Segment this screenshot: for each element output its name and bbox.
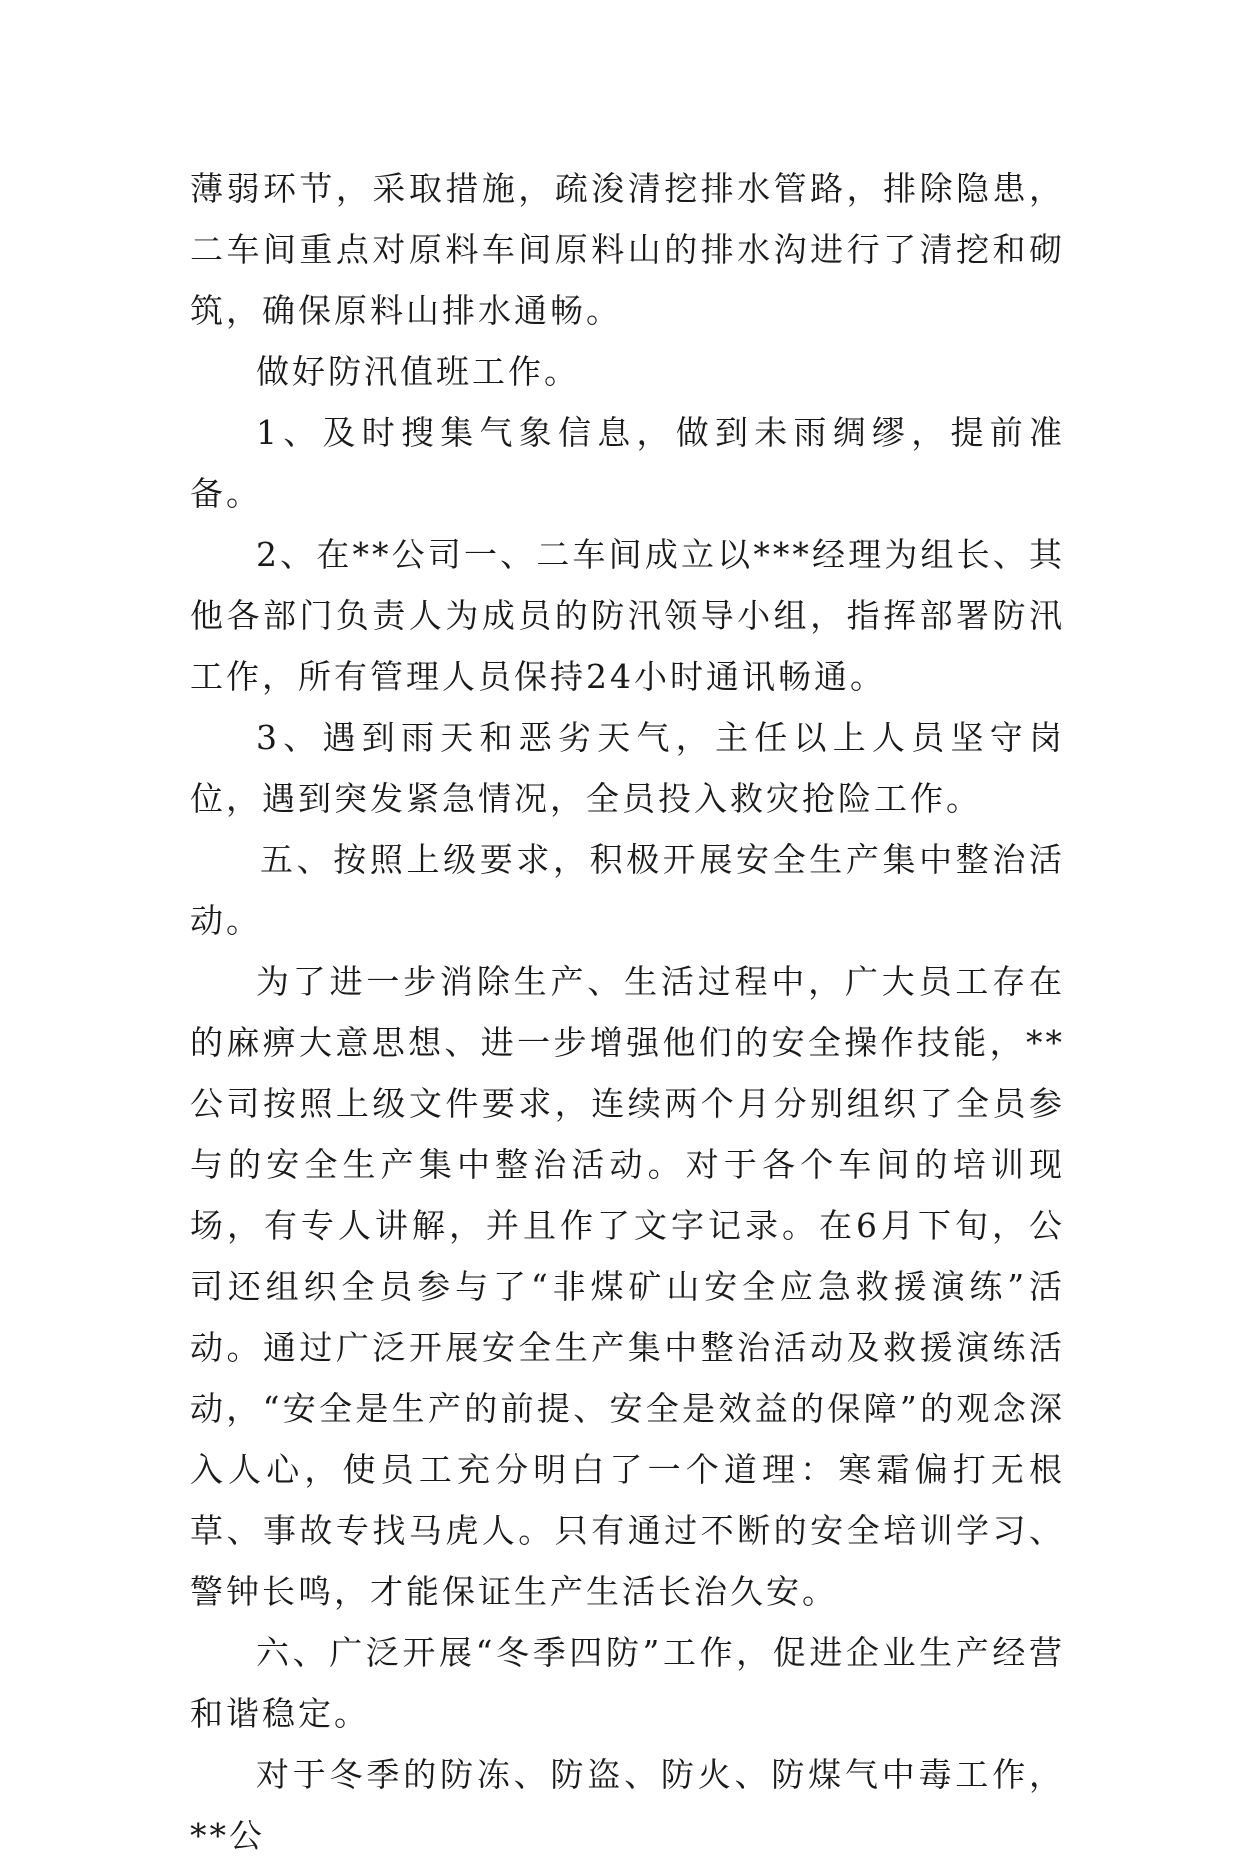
paragraph-item-3: 3、遇到雨天和恶劣天气，主任以上人员坚守岗位，遇到突发紧急情况，全员投入救灾抢险工作。 <box>190 718 1065 818</box>
paragraph-safety-campaign: 为了进一步消除生产、生活过程中，广大员工存在的麻痹大意思想、进一步增强他们的安全操作技能，**公司按照上级文件要求，连续两个月分别组织了全员参与的安全生产集中整治活动。对于各个车间的培训现场，有专人讲解，并且作了文字记录。在6月下旬，公司还组织全员参与了“非煤矿山安全应急救援演练”活动。通过广泛开展安全生产集中整治活动及救援演练活动，“安全是生产的前提、安全是效益的保障”的观念深入人心，使员工充分明白了一个道理：寒霜偏打无根草、事故专找马虎人。只有通过不断的安全培训学习、警钟长鸣，才能保证生产生活长治久安。 <box>190 962 1065 1611</box>
section-heading-6: 六、广泛开展“冬季四防”工作，促进企业生产经营和谐稳定。 <box>190 1633 1065 1733</box>
paragraph-item-1: 1、及时搜集气象信息，做到未雨绸缪，提前准备。 <box>190 413 1065 513</box>
paragraph-continuation: 薄弱环节，采取措施，疏浚清挖排水管路，排除隐患，二车间重点对原料车间原料山的排水沟进行了清挖和砌筑，确保原料山排水通畅。 <box>190 169 1065 330</box>
document-body <box>190 158 1065 1866</box>
paragraph-flood-duty: 做好防汛值班工作。 <box>256 352 580 391</box>
paragraph-winter-prevention: 对于冬季的防冻、防盗、防火、防煤气中毒工作，**公 <box>190 1755 1065 1855</box>
section-heading-5: 五、按照上级要求，积极开展安全生产集中整治活动。 <box>190 840 1065 940</box>
paragraph-item-2: 2、在**公司一、二车间成立以***经理为组长、其他各部门负责人为成员的防汛领导小组，指挥部署防汛工作，所有管理人员保持24小时通讯畅通。 <box>190 535 1065 696</box>
